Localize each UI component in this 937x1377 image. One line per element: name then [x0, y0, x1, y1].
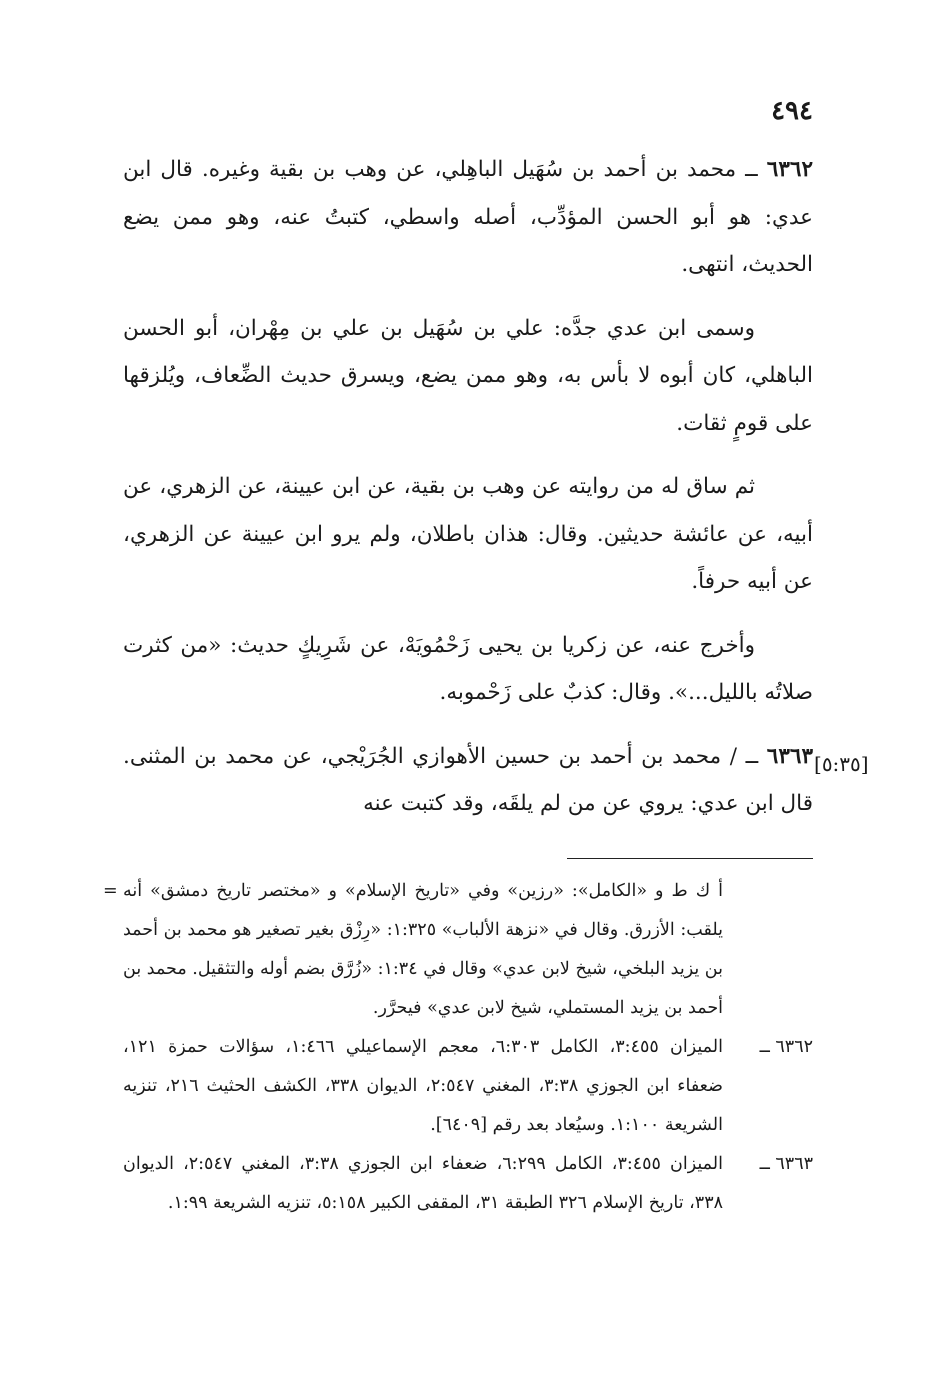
continuation-marker: = — [103, 881, 118, 901]
footnote-item — [123, 1028, 813, 1145]
entry-number: ٦٣٦٣ — [766, 743, 813, 769]
footnote-continuation — [103, 872, 813, 1028]
footnote-continuation-text: أ ك ط و «الكامل»: «رزين» وفي «تاريخ الإسلام» و «مختصر تاريخ دمشق» أنه يلقب: الأزرق. وقال في «نزهة الألباب» ١:٣٢٥: «رِزْق بغير تصغير هو محمد بن أحمد بن يزيد البلخي، شيخ لابن عدي» وقال في ١:٣٤: «زُرَّق بضم أوله والتثقيل. محمد بن أحمد بن يزيد المستملي، شيخ لابن عدي» فيحرَّر. — [123, 881, 723, 1018]
paragraph-4: وأخرج عنه، عن زكريا بن يحيى زَحْمُويَهْ، عن شَرِيكٍ حديث: «من كثرت صلاتُه بالليل...». وقال: كذبٌ على زَحْموبه. — [123, 632, 813, 705]
margin-reference: [٥:٣٥] — [814, 752, 869, 776]
paragraph-2: وسمى ابن عدي جدَّه: علي بن سُهَيل بن علي بن مِهْران، أبو الحسن الباهلي، كان أبوه لا بأس به، وهو ممن يضع، ويسرق حديث الضِّعاف، ويُلزقها على قومٍ ثقات. — [123, 315, 813, 436]
footnote-label: ٦٣٦٢ ــ — [759, 1037, 813, 1057]
paragraph-3: ثم ساق له من روايته عن وهب بن بقية، عن ابن عيينة، عن الزهري، عن أبيه، عن عائشة حديثين. وقال: هذان باطلان، ولم يرو ابن عيينة عن الزهري، عن أبيه حرفاً. — [123, 474, 813, 594]
footnote-text: الميزان ٣:٤٥٥، الكامل ٦:٢٩٩، ضعفاء ابن الجوزي ٣:٣٨، المغني ٢:٥٤٧، الديوان ٣٣٨، تاريخ الإسلام ٣٢٦ الطبقة ٣١، المقفى الكبير ٥:١٥٨، تنزيه الشريعة ١:٩٩. — [123, 1154, 723, 1213]
footnotes — [103, 872, 813, 1223]
footnote-label: ٦٣٦٣ ــ — [759, 1154, 813, 1174]
entry-6363 — [123, 733, 813, 828]
main-text — [123, 146, 813, 844]
footnote-text: الميزان ٣:٤٥٥، الكامل ٦:٣٠٣، معجم الإسماعيلي ١:٤٦٦، سؤالات حمزة ١٢١، ضعفاء ابن الجوزي ٣:٣٨، المغني ٢:٥٤٧، الديوان ٣٣٨، الكشف الحثيث ٢١٦، تنزيه الشريعة ١:١٠٠. وسيُعاد بعد رقم [٦٤٠٩]. — [123, 1037, 723, 1135]
entry-6362 — [123, 146, 813, 289]
page-number: ٤٩٤ — [771, 96, 813, 126]
entry-number: ٦٣٦٢ — [766, 157, 813, 182]
entry-text: ــ / محمد بن أحمد بن حسين الأهوازي الجُرَيْجي، عن محمد بن المثنى. قال ابن عدي: يروي عن من لم يلقَه، وقد كتبت عنه — [123, 743, 813, 816]
footnote-divider — [567, 858, 813, 859]
footnote-item — [123, 1145, 813, 1223]
entry-text: ــ محمد بن أحمد بن سُهَيل الباهِلي، عن وهب بن بقية وغيره. قال ابن عدي: هو أبو الحسن المؤدِّب، أصله واسطي، كتبتُ عنه، وهو ممن يضع الحديث، انتهى. — [123, 157, 813, 277]
